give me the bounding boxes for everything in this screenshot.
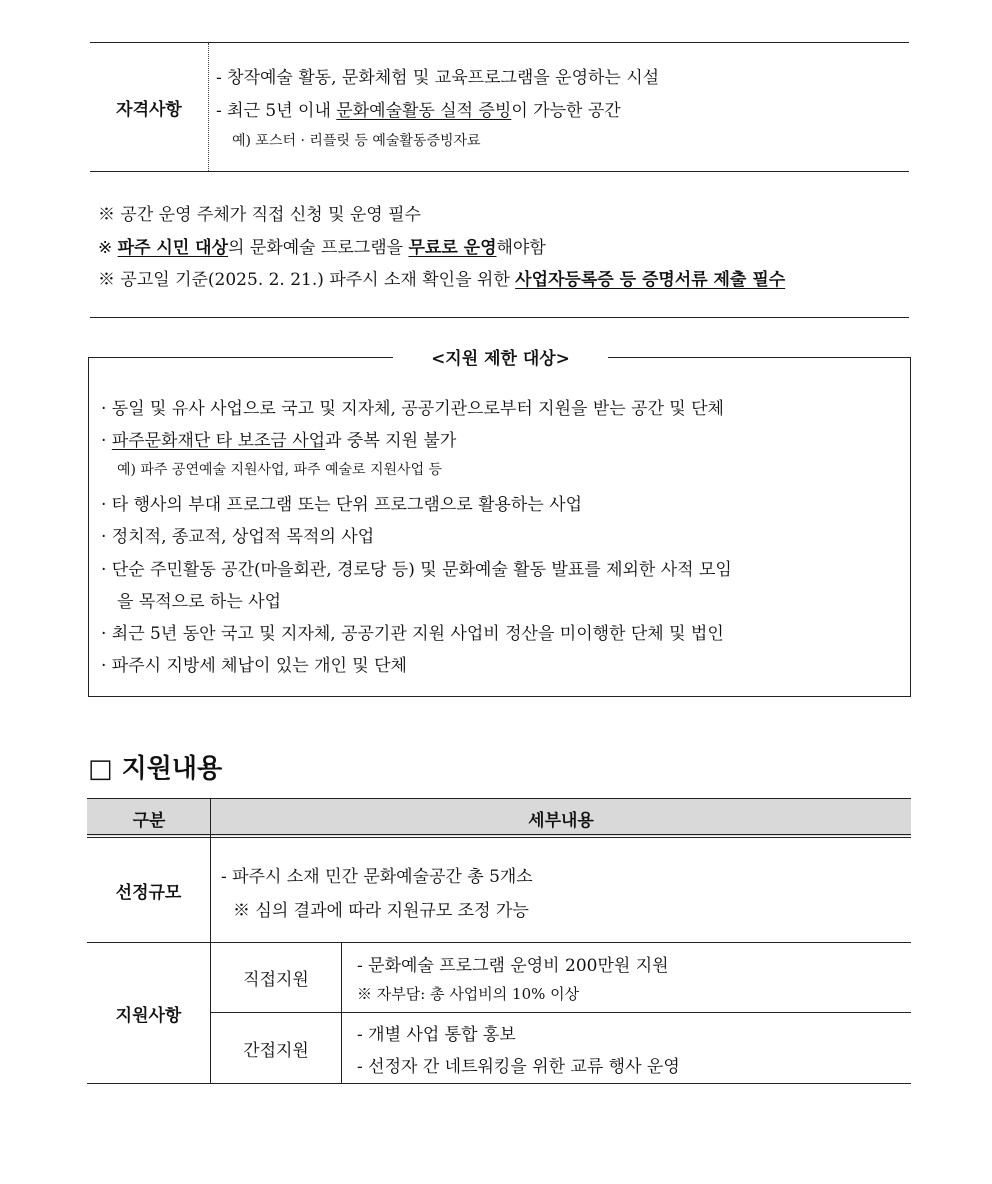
note-3 [98,265,785,290]
restriction-item-2-example: 예) 파주 공연예술 지원사업, 파주 예술로 지원사업 등 [117,462,443,478]
restriction-title-wrap [89,344,912,369]
row-support-label: 지원사항 [115,1006,182,1026]
indirect-support-label: 간접지원 [243,1040,309,1061]
direct-support-line-2: ※ 자부담: 총 사업비의 10% 이상 [357,985,580,1003]
note-2 [98,233,546,258]
note-2-bold-1: 파주 시민 대상 [117,238,229,258]
note-2-mid: 의 문화예술 프로그램을 [228,238,409,258]
restriction-item-7: · 파주시 지방세 체납이 있는 개인 및 단체 [101,656,407,676]
restriction-item-5-line-1: · 단순 주민활동 공간(마을회관, 경로당 등) 및 문화예술 활동 발표를 제외한 사적 모임 [101,560,732,580]
support-table [87,798,911,1084]
restriction-item-2-mark: · [101,431,112,451]
restriction-item-2-suffix: 과 중복 지원 불가 [325,431,457,451]
direct-support-line-1: - 문화예술 프로그램 운영비 200만원 지원 [357,956,669,976]
restriction-item-5-line-2: 을 목적으로 하는 사업 [117,592,282,612]
qualification-heading: 자격사항 [90,43,209,171]
restriction-item-1: · 동일 및 유사 사업으로 국고 및 지자체, 공공기관으로부터 지원을 받는 공간 및 단체 [101,399,724,419]
qualification-line-2-prefix: - 최근 5년 이내 [216,101,337,121]
qualification-line-1: - 창작예술 활동, 문화체험 및 교육프로그램을 운영하는 시설 [216,68,660,88]
indirect-support-line-2: - 선정자 간 네트워킹을 위한 교류 행사 운영 [357,1057,680,1077]
restriction-item-6: · 최근 5년 동안 국고 및 지자체, 공공기관 지원 사업비 정산을 미이행한 단체 및 법인 [101,624,724,644]
qualification-example: 예) 포스터 · 리플릿 등 예술활동증빙자료 [232,133,481,149]
qualification-line-2-suffix: 이 가능한 공간 [511,101,621,121]
qualification-line-2-underlined: 문화예술활동 실적 증빙 [336,101,512,121]
note-1: ※ 공간 운영 주체가 직접 신청 및 운영 필수 [98,205,421,225]
restriction-item-4: · 정치적, 종교적, 상업적 목적의 사업 [101,527,375,547]
section-title-text: 지원내용 [121,754,223,784]
qualification-line-2 [216,96,621,121]
section-title [88,748,222,785]
checkbox-icon: □ [88,754,113,784]
note-3-bold: 사업자등록증 등 증명서류 제출 필수 [515,270,786,290]
note-2-bold-2: 무료로 운영 [408,238,497,258]
divider [90,317,909,318]
note-2-end: 해야함 [496,238,546,258]
direct-support-label: 직접지원 [243,970,309,990]
header-details: 세부내용 [528,810,594,831]
restriction-item-2-underlined: 파주문화재단 타 보조금 사업 [111,431,326,451]
restriction-box [88,349,911,697]
restriction-title: <지원 제한 대상> [393,344,608,369]
note-3-prefix: ※ 공고일 기준(2025. 2. 21.) 파주시 소재 확인을 위한 [98,270,516,290]
row-selection-line-1: - 파주시 소재 민간 문화예술공간 총 5개소 [221,867,533,887]
subcol-divider [341,942,342,1084]
restriction-item-3: · 타 행사의 부대 프로그램 또는 단위 프로그램으로 활용하는 사업 [101,495,583,515]
row-selection-line-2: ※ 심의 결과에 따라 지원규모 조정 가능 [233,901,529,921]
restriction-item-2 [101,426,456,451]
qualification-table [90,42,909,172]
header-category: 구분 [132,810,166,831]
row-selection-label: 선정규모 [115,882,182,903]
indirect-support-line-1: - 개별 사업 통합 홍보 [357,1025,516,1045]
note-2-mark: ※ [98,238,118,258]
table-bottom-rule [87,1083,911,1084]
